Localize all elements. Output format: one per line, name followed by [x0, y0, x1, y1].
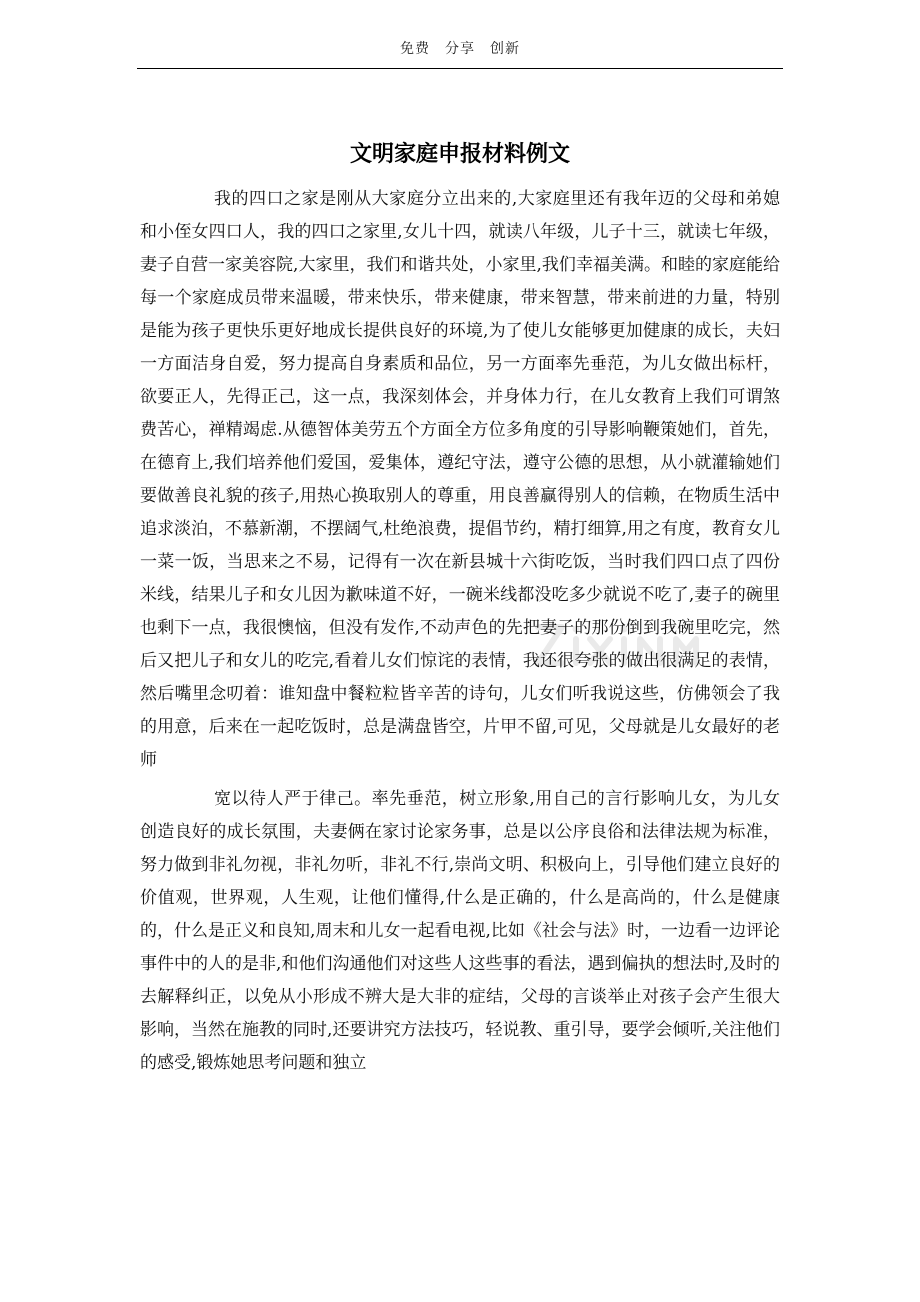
paragraph-2: 宽以待人严于律己。率先垂范，树立形象,用自己的言行影响儿女，为儿女创造良好的成长氛围，夫妻俩在家讨论家务事，总是以公序良俗和法律法规为标准，努力做到非礼勿视，非礼勿听，非礼不行,崇尚文明、积极向上，引导他们建立良好的价值观，世界观，人生观，让他们懂得,什么是正确的，什么是高尚的，什么是健康的，什么是正义和良知,周末和儿女一起看电视,比如《社会与法》时，一边看一边评论事件中的人的是非,和他们沟通他们对这些人这些事的看法，遇到偏执的想法时,及时的去解释纠正，以免从小形成不辨大是大非的症结，父母的言谈举止对孩子会产生很大影响，当然在施教的同时,还要讲究方法技巧，轻说教、重引导，要学会倾听,关注他们的感受,锻炼她思考问题和独立	[140, 789, 780, 1073]
document-title: 文明家庭申报材料例文	[349, 142, 570, 167]
page-header	[137, 38, 783, 69]
watermark-logo-icon	[530, 615, 700, 675]
header-text: 免费 分享 创新	[400, 41, 520, 57]
paragraph-1: 我的四口之家是刚从大家庭分立出来的,大家庭里还有我年迈的父母和弟媳和小侄女四口人，我的四口之家里,女儿十四，就读八年级，儿子十三，就读七年级，妻子自营一家美容院,大家里，我们和谐共处，小家里,我们幸福美满。和睦的家庭能给每一个家庭成员带来温暖，带来快乐，带来健康，带来智慧，带来前进的力量，特别是能为孩子更快乐更好地成长提供良好的环境,为了使儿女能够更加健康的成长，夫妇一方面洁身自爱，努力提高自身素质和品位，另一方面率先垂范，为儿女做出标杆，欲要正人，先得正己，这一点，我深刻体会，并身体力行，在儿女教育上我们可谓煞费苦心，禅精竭虑.从德智体美劳五个方面全方位多角度的引导影响鞭策她们，首先，在德育上,我们培养他们爱国，爱集体，遵纪守法，遵守公德的思想，从小就灌输她们要做善良礼貌的孩子,用热心换取别人的尊重，用良善赢得别人的信赖，在物质生活中追求淡泊，不慕新潮，不摆阔气,杜绝浪费，提倡节约，精打细算,用之有度，教育女儿一菜一饭，当思来之不易，记得有一次在新县城十六街吃饭，当时我们四口点了四份米线，结果儿子和女儿因为歉味道不好，一碗米线都没吃多少就说不吃了,妻子的碗里也剩下一点，我很懊恼，但没有发作,不动声色的先把妻子的那份倒到我碗里吃完，然后又把儿子和女儿的吃完,看着儿女们惊诧的表情，我还很夸张的做出很满足的表情，然后嘴里念叨着：谁知盘中餐粒粒皆辛苦的诗句，儿女们听我说这些，仿佛领会了我的用意，后来在一起吃饭时，总是满盘皆空，片甲不留,可见，父母就是儿女最好的老师	[140, 189, 780, 770]
